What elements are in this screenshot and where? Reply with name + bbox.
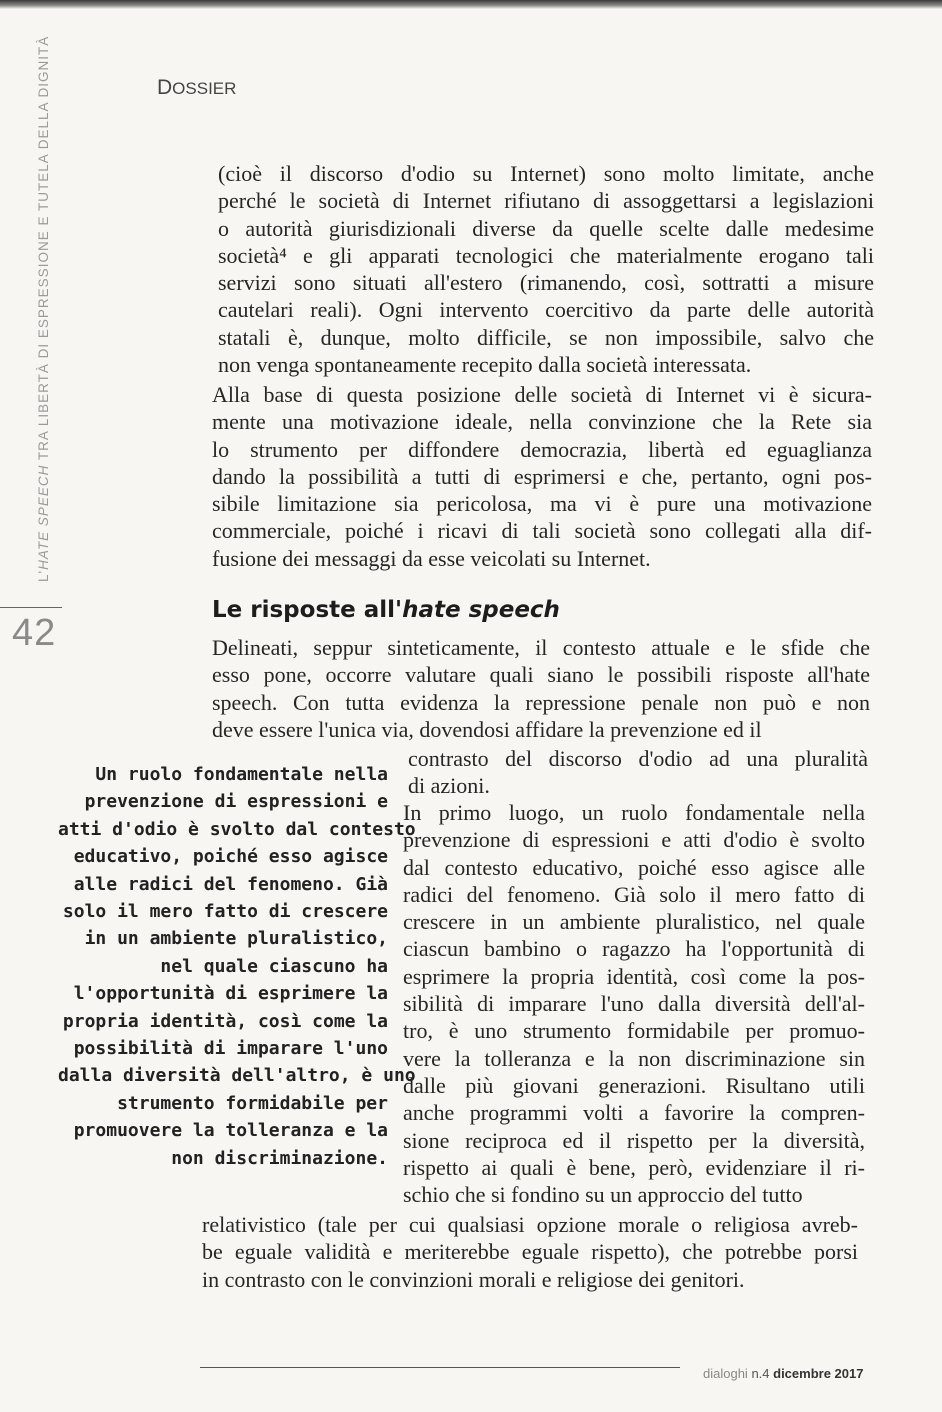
paragraph-5 (403, 799, 865, 1208)
paragraph-3 (212, 634, 870, 743)
running-title: L'HATE SPEECH TRA LIBERTÀ DI ESPRESSIONE E TUTELA DELLA DIGNITÀ (36, 35, 51, 582)
text-line: ciascun bambino o ragazzo ha l'opportunità di (403, 936, 865, 962)
issue-number: n.4 (747, 1366, 774, 1381)
section-label: DOSSIER (157, 76, 237, 99)
text-line: In primo luogo, un ruolo fondamentale nella (403, 800, 865, 825)
text-line: crescere in un ambiente pluralistico, nel quale (403, 909, 865, 935)
text-line: Un ruolo fondamentale nella (95, 764, 388, 785)
text-line: mente una motivazione ideale, nella convinzione che la Rete sia (212, 409, 872, 435)
text-line: anche programmi volti a favorire la compren- (403, 1100, 865, 1126)
text-line: schio che si fondino su un approccio del tutto (403, 1182, 803, 1208)
text-line: tro, è uno strumento formidabile per promuo- (403, 1018, 865, 1044)
text-line: dalle più giovani generazioni. Risultano utili (403, 1072, 865, 1098)
paragraph-6 (202, 1211, 858, 1293)
text-line: deve essere l'unica via, dovendosi affidare la prevenzione ed il (212, 716, 762, 742)
page-number-rule (0, 607, 62, 608)
text-line: sibilità di imparare l'uno dalla diversità dell'al- (403, 991, 865, 1017)
text-line: servizi sono situati all'estero (rimanendo, così, sottratti a misure (218, 270, 874, 296)
text-line: cautelari reali). Ogni intervento coercitivo da parte delle autorità (218, 297, 874, 323)
text-line: prevenzione di espressioni e atti d'odio è svolto (403, 827, 865, 853)
text-line: società⁴ e gli apparati tecnologici che materialmente erogano tali (218, 242, 874, 268)
text-line: esso pone, occorre valutare quali siano le possibili risposte all'hate (212, 662, 870, 688)
scan-top-edge (0, 0, 942, 9)
text-line: speech. Con tutta evidenza la repressione penale non può e non (212, 689, 870, 715)
text-line: l'opportunità di esprimere la (73, 983, 388, 1005)
text-line: educativo, poiché esso agisce (73, 846, 388, 868)
text-line: promuovere la tolleranza e la (73, 1120, 388, 1142)
text-line: fusione dei messaggi da esse veicolati su Internet. (212, 545, 651, 571)
issue-date: dicembre 2017 (773, 1366, 864, 1381)
text-line: esprimere la propria identità, così come la pos- (403, 963, 865, 989)
text-line: in contrasto con le convinzioni morali e religiose dei genitori. (202, 1266, 745, 1292)
text-line: radici del fenomeno. Già solo il mero fatto di (403, 881, 865, 907)
text-line: Delineati, seppur sinteticamente, il contesto attuale e le sfide che (212, 635, 870, 660)
text-line: o autorità giurisdizionali diverse da quelle scelte dalle medesime (218, 215, 874, 241)
text-line: solo il mero fatto di crescere (62, 901, 388, 923)
text-line: atti d'odio è svolto dal contesto (58, 818, 416, 840)
text-line: dal contesto educativo, poiché esso agisce alle (403, 854, 865, 880)
text-line: sibile limitazione sia pericolosa, ma vi è pure una motivazione (212, 491, 872, 517)
footer-rule (200, 1367, 680, 1368)
text-line: be eguale validità e meriterebbe eguale rispetto), che potrebbe porsi (202, 1239, 858, 1265)
paragraph-1 (218, 160, 874, 378)
paragraph-2 (212, 381, 872, 572)
text-line: perché le società di Internet rifiutano di assoggettarsi a legislazioni (218, 188, 874, 214)
text-line: strumento formidabile per (117, 1092, 388, 1114)
text-line: non venga spontaneamente recepito dalla società interessata. (218, 352, 752, 378)
footer (703, 1366, 863, 1381)
text-line: contrasto del discorso d'odio ad una pluralità (408, 746, 868, 771)
section-heading: Le risposte all'hate speech (212, 597, 560, 623)
text-line: relativistico (tale per cui qualsiasi opzione morale o religiosa avreb- (202, 1212, 858, 1237)
text-line: possibilità di imparare l'uno (73, 1038, 388, 1060)
text-line: rispetto ai quali è bene, però, evidenziare il ri- (403, 1154, 865, 1180)
text-line: dalla diversità dell'altro, è uno (58, 1065, 416, 1087)
text-line: lo strumento per diffondere democrazia, libertà ed eguaglianza (212, 436, 872, 462)
text-line: di azioni. (408, 773, 490, 799)
text-line: nel quale ciascuno ha (160, 955, 388, 977)
page-number: 42 (12, 612, 57, 654)
text-line: in un ambiente pluralistico, (84, 928, 388, 950)
text-line: propria identità, così come la (62, 1010, 388, 1032)
pull-quote (58, 761, 416, 1172)
text-line: non discriminazione. (171, 1147, 388, 1169)
text-line: commerciale, poiché i ricavi di tali società sono collegati alla dif- (212, 518, 872, 544)
paragraph-4 (408, 745, 868, 800)
text-line: (cioè il discorso d'odio su Internet) sono molto limitate, anche (218, 161, 874, 186)
text-line: Alla base di questa posizione delle società di Internet vi è sicura- (212, 382, 872, 407)
text-line: statali è, dunque, molto difficile, se non impossibile, salvo che (218, 324, 874, 350)
text-line: vere la tolleranza e la non discriminazione sin (403, 1045, 865, 1071)
magazine-name: dialoghi (703, 1366, 748, 1381)
text-line: prevenzione di espressioni e (84, 791, 388, 813)
text-line: dando la possibilità a tutti di esprimersi e che, pertanto, ogni pos- (212, 463, 872, 489)
text-line: sione reciproca ed il rispetto per la diversità, (403, 1127, 865, 1153)
text-line: alle radici del fenomeno. Già (73, 873, 388, 895)
